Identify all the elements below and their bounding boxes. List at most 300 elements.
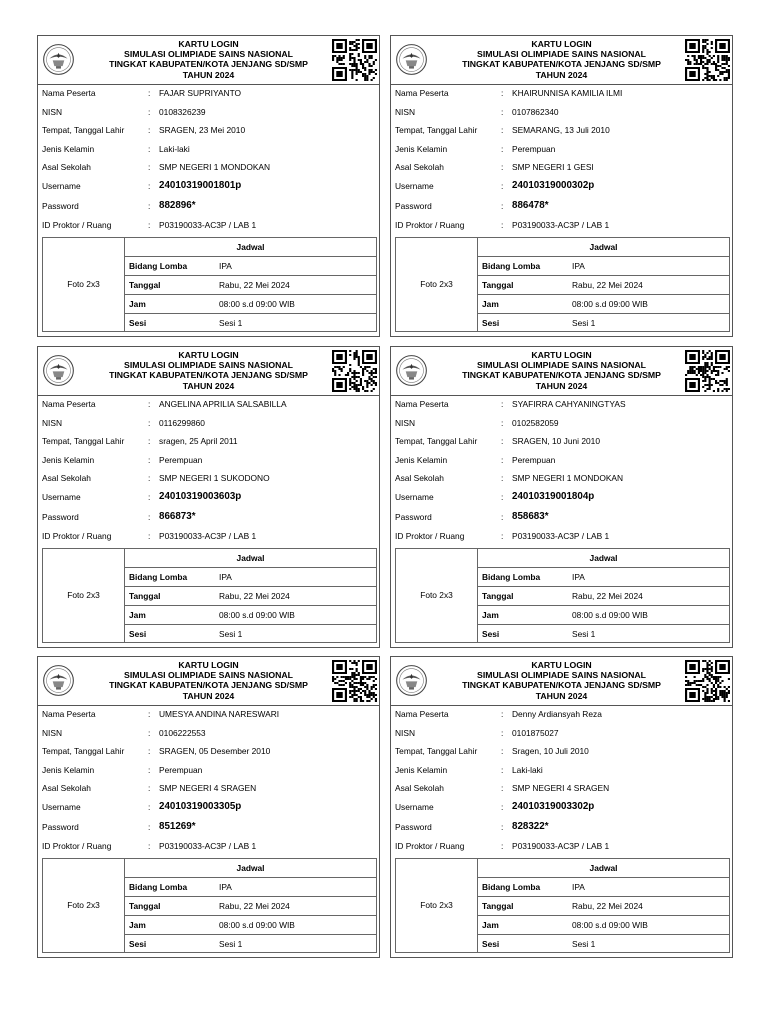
field-value: P03190033-AC3P / LAB 1 [159, 220, 257, 230]
field-separator: : [148, 106, 151, 117]
field-ttl [395, 122, 728, 138]
card-header [38, 347, 379, 396]
field-label: ID Proktor / Ruang [395, 531, 465, 541]
field-label: Password [42, 512, 79, 522]
schedule-table [125, 237, 377, 332]
field-value: P03190033-AC3P / LAB 1 [159, 841, 257, 851]
field-asal-sekolah [395, 159, 728, 175]
tut-wuri-handayani-logo-icon [395, 664, 428, 697]
field-value: Sragen, 10 Juli 2010 [512, 746, 589, 756]
card-header [391, 657, 732, 706]
schedule-value: Sesi 1 [572, 318, 596, 328]
photo-placeholder: Foto 2x3 [395, 548, 478, 643]
field-value: UMESYA ANDINA NARESWARI [159, 709, 280, 719]
field-label: Jenis Kelamin [395, 143, 448, 154]
field-value: SEMARANG, 13 Juli 2010 [512, 125, 610, 135]
title-line: SIMULASI OLIMPIADE SAINS NASIONAL [477, 360, 646, 371]
field-nama [395, 706, 728, 722]
photo-placeholder: Foto 2x3 [395, 237, 478, 332]
field-value: SMP NEGERI 4 SRAGEN [512, 783, 610, 793]
field-separator: : [501, 88, 504, 98]
field-label: Nama Peserta [395, 709, 449, 719]
card-title [435, 350, 688, 391]
field-value: 0101875027 [512, 727, 559, 738]
schedule-label: Sesi [129, 939, 147, 949]
field-label: Jenis Kelamin [42, 143, 95, 154]
schedule-value: IPA [219, 882, 232, 892]
field-label: Tempat, Tanggal Lahir [42, 436, 125, 446]
tut-wuri-handayani-logo-icon [395, 354, 428, 387]
card-title [435, 660, 688, 701]
schedule-label: Jam [482, 299, 499, 309]
field-label: Asal Sekolah [42, 162, 91, 172]
card-header [391, 347, 732, 396]
field-separator: : [148, 764, 151, 775]
schedule-header: Jadwal [478, 859, 729, 878]
field-value: 858683* [512, 511, 549, 522]
card-header [38, 36, 379, 85]
field-separator: : [148, 746, 151, 756]
photo-placeholder: Foto 2x3 [42, 548, 125, 643]
qr-code-icon [685, 660, 730, 702]
field-value: Perempuan [159, 764, 203, 775]
schedule-row [478, 276, 729, 295]
field-value: Perempuan [512, 143, 556, 154]
schedule-value: Rabu, 22 Mei 2024 [219, 901, 290, 911]
field-label: NISN [42, 417, 63, 428]
field-value: 886478* [512, 200, 549, 211]
field-password [42, 819, 375, 835]
photo-placeholder: Foto 2x3 [395, 858, 478, 953]
field-separator: : [148, 454, 151, 465]
schedule-value: Rabu, 22 Mei 2024 [572, 280, 643, 290]
tut-wuri-handayani-logo-icon [42, 354, 75, 387]
field-separator: : [501, 454, 504, 465]
field-jenis-kelamin [395, 762, 728, 778]
schedule-label: Tanggal [129, 591, 161, 601]
field-label: Nama Peserta [42, 709, 96, 719]
field-value: SRAGEN, 10 Juni 2010 [512, 436, 600, 446]
field-value: P03190033-AC3P / LAB 1 [159, 531, 257, 541]
card-title [82, 660, 335, 701]
field-separator: : [501, 162, 504, 172]
title-line: KARTU LOGIN [178, 350, 239, 360]
schedule-table [478, 237, 730, 332]
schedule-label: Jam [482, 610, 499, 620]
field-separator: : [501, 802, 504, 812]
field-label: ID Proktor / Ruang [42, 531, 112, 541]
login-card [390, 346, 733, 648]
title-line: KARTU LOGIN [531, 350, 592, 360]
field-asal-sekolah [42, 470, 375, 486]
field-value: 24010319001804p [512, 491, 595, 502]
schedule-row [125, 625, 376, 644]
field-separator: : [148, 492, 151, 502]
title-line: TAHUN 2024 [535, 69, 588, 80]
field-label: Asal Sekolah [42, 473, 91, 483]
field-separator: : [501, 783, 504, 793]
field-separator: : [501, 512, 504, 522]
field-separator: : [148, 162, 151, 172]
qr-code-icon [685, 39, 730, 81]
field-label: NISN [42, 106, 63, 117]
field-value: KHAIRUNNISA KAMILIA ILMI [512, 88, 623, 98]
field-value: P03190033-AC3P / LAB 1 [512, 531, 610, 541]
schedule-row [478, 897, 729, 916]
field-separator: : [148, 822, 151, 832]
field-label: Nama Peserta [42, 88, 96, 98]
field-asal-sekolah [42, 159, 375, 175]
card-header [38, 657, 379, 706]
schedule-row [125, 916, 376, 935]
field-label: Jenis Kelamin [395, 764, 448, 775]
field-value: 24010319003302p [512, 801, 595, 812]
schedule-value: Rabu, 22 Mei 2024 [219, 280, 290, 290]
field-label: ID Proktor / Ruang [42, 841, 112, 851]
schedule-value: IPA [572, 261, 585, 271]
field-value: Denny Ardiansyah Reza [512, 709, 602, 719]
title-line: KARTU LOGIN [531, 39, 592, 49]
field-label: Username [395, 181, 434, 191]
schedule-value: 08:00 s.d 09:00 WIB [219, 920, 295, 930]
field-value: Laki-laki [512, 764, 543, 775]
schedule-row [478, 935, 729, 954]
field-proktor [42, 838, 375, 854]
photo-placeholder: Foto 2x3 [42, 858, 125, 953]
field-label: Tempat, Tanggal Lahir [395, 436, 478, 446]
schedule-label: Tanggal [482, 280, 514, 290]
field-value: 0108326239 [159, 106, 206, 117]
field-label: Password [42, 201, 79, 211]
field-label: Asal Sekolah [395, 473, 444, 483]
schedule-label: Tanggal [482, 591, 514, 601]
schedule-row [478, 916, 729, 935]
schedule-header: Jadwal [125, 859, 376, 878]
field-nisn [42, 415, 375, 431]
schedule-row [125, 276, 376, 295]
title-line: TINGKAT KABUPATEN/KOTA JENJANG SD/SMP [462, 370, 661, 381]
field-password [42, 198, 375, 214]
field-label: Password [42, 822, 79, 832]
field-label: Password [395, 201, 432, 211]
field-jenis-kelamin [395, 141, 728, 157]
title-line: SIMULASI OLIMPIADE SAINS NASIONAL [124, 670, 293, 681]
field-ttl [42, 433, 375, 449]
title-line: TINGKAT KABUPATEN/KOTA JENJANG SD/SMP [109, 680, 308, 691]
field-value: P03190033-AC3P / LAB 1 [512, 220, 610, 230]
schedule-table [125, 548, 377, 643]
schedule-label: Sesi [482, 629, 500, 639]
field-separator: : [148, 841, 151, 851]
field-value: 866873* [159, 511, 196, 522]
title-line: SIMULASI OLIMPIADE SAINS NASIONAL [124, 360, 293, 371]
field-value: 0107862340 [512, 106, 559, 117]
field-value: 24010319001801p [159, 180, 242, 191]
title-line: TAHUN 2024 [535, 690, 588, 701]
field-separator: : [501, 492, 504, 502]
schedule-label: Jam [129, 299, 146, 309]
field-proktor [395, 217, 728, 233]
field-separator: : [501, 709, 504, 719]
field-username [395, 178, 728, 194]
login-card [37, 35, 380, 337]
field-separator: : [148, 473, 151, 483]
field-separator: : [501, 841, 504, 851]
field-separator: : [148, 783, 151, 793]
field-value: FAJAR SUPRIYANTO [159, 88, 242, 98]
title-line: SIMULASI OLIMPIADE SAINS NASIONAL [124, 49, 293, 60]
card-title [435, 39, 688, 80]
field-value: 851269* [159, 821, 196, 832]
schedule-label: Tanggal [129, 280, 161, 290]
field-nisn [42, 104, 375, 120]
schedule-row [125, 257, 376, 276]
field-proktor [395, 838, 728, 854]
field-separator: : [501, 764, 504, 775]
schedule-label: Sesi [482, 318, 500, 328]
field-username [42, 799, 375, 815]
schedule-row [125, 935, 376, 954]
qr-code-icon [685, 350, 730, 392]
field-separator: : [148, 417, 151, 428]
field-value: SMP NEGERI 4 SRAGEN [159, 783, 257, 793]
field-label: NISN [395, 727, 416, 738]
schedule-row [125, 295, 376, 314]
schedule-row [478, 295, 729, 314]
field-label: Asal Sekolah [42, 783, 91, 793]
field-separator: : [501, 399, 504, 409]
login-card [37, 656, 380, 958]
field-jenis-kelamin [42, 762, 375, 778]
field-value: 0116299860 [159, 417, 205, 428]
field-separator: : [501, 201, 504, 211]
field-asal-sekolah [395, 470, 728, 486]
title-line: KARTU LOGIN [178, 39, 239, 49]
field-separator: : [501, 181, 504, 191]
schedule-value: Sesi 1 [219, 318, 243, 328]
field-separator: : [501, 436, 504, 446]
field-value: SMP NEGERI 1 MONDOKAN [512, 473, 624, 483]
field-label: Jenis Kelamin [42, 764, 95, 775]
field-label: Asal Sekolah [395, 783, 444, 793]
field-value: SYAFIRRA CAHYANINGTYAS [512, 399, 626, 409]
field-nama [395, 85, 728, 101]
field-separator: : [148, 727, 151, 738]
field-label: ID Proktor / Ruang [395, 841, 465, 851]
field-label: Nama Peserta [395, 399, 449, 409]
title-line: TAHUN 2024 [182, 69, 235, 80]
field-proktor [42, 528, 375, 544]
field-label: Jenis Kelamin [42, 454, 95, 465]
field-separator: : [148, 88, 151, 98]
login-card [390, 656, 733, 958]
schedule-value: Rabu, 22 Mei 2024 [219, 591, 290, 601]
field-proktor [395, 528, 728, 544]
field-username [395, 799, 728, 815]
field-label: NISN [395, 106, 416, 117]
field-label: Username [42, 492, 81, 502]
schedule-row [478, 314, 729, 333]
field-value: P03190033-AC3P / LAB 1 [512, 841, 610, 851]
title-line: TINGKAT KABUPATEN/KOTA JENJANG SD/SMP [462, 680, 661, 691]
tut-wuri-handayani-logo-icon [42, 664, 75, 697]
field-nisn [395, 725, 728, 741]
field-separator: : [148, 399, 151, 409]
field-separator: : [501, 822, 504, 832]
field-value: sragen, 25 April 2011 [159, 436, 238, 446]
schedule-row [125, 878, 376, 897]
schedule-row [478, 625, 729, 644]
field-separator: : [501, 106, 504, 117]
tut-wuri-handayani-logo-icon [42, 43, 75, 76]
field-label: Nama Peserta [395, 88, 449, 98]
card-title [82, 350, 335, 391]
field-asal-sekolah [395, 780, 728, 796]
schedule-value: IPA [219, 572, 232, 582]
field-label: Username [395, 492, 434, 502]
field-label: Tempat, Tanggal Lahir [42, 746, 125, 756]
qr-code-icon [332, 39, 377, 81]
field-value: 24010319003603p [159, 491, 242, 502]
schedule-label: Bidang Lomba [129, 882, 188, 892]
field-label: NISN [395, 417, 416, 428]
qr-code-icon [332, 660, 377, 702]
title-line: TINGKAT KABUPATEN/KOTA JENJANG SD/SMP [109, 59, 308, 70]
schedule-value: IPA [572, 572, 585, 582]
schedule-header: Jadwal [125, 238, 376, 257]
field-label: NISN [42, 727, 63, 738]
schedule-value: Rabu, 22 Mei 2024 [572, 901, 643, 911]
field-value: Perempuan [512, 454, 556, 465]
schedule-row [125, 606, 376, 625]
field-username [395, 489, 728, 505]
field-separator: : [148, 125, 151, 135]
schedule-value: Sesi 1 [219, 629, 243, 639]
schedule-value: IPA [572, 882, 585, 892]
field-password [42, 509, 375, 525]
schedule-header: Jadwal [125, 549, 376, 568]
field-label: Tempat, Tanggal Lahir [42, 125, 125, 135]
field-ttl [42, 743, 375, 759]
field-nisn [42, 725, 375, 741]
title-line: TINGKAT KABUPATEN/KOTA JENJANG SD/SMP [109, 370, 308, 381]
schedule-value: 08:00 s.d 09:00 WIB [572, 610, 648, 620]
schedule-label: Sesi [129, 318, 147, 328]
field-value: SRAGEN, 05 Desember 2010 [159, 746, 271, 756]
field-value: SMP NEGERI 1 SUKODONO [159, 473, 270, 483]
field-separator: : [501, 125, 504, 135]
schedule-value: Sesi 1 [219, 939, 243, 949]
field-jenis-kelamin [42, 141, 375, 157]
title-line: SIMULASI OLIMPIADE SAINS NASIONAL [477, 670, 646, 681]
field-separator: : [148, 220, 151, 230]
field-value: 828322* [512, 821, 549, 832]
schedule-value: 08:00 s.d 09:00 WIB [219, 299, 295, 309]
schedule-row [125, 587, 376, 606]
field-label: Tempat, Tanggal Lahir [395, 746, 478, 756]
field-label: Nama Peserta [42, 399, 96, 409]
field-value: 24010319000302p [512, 180, 595, 191]
schedule-label: Jam [129, 610, 146, 620]
card-header [391, 36, 732, 85]
schedule-label: Bidang Lomba [482, 261, 541, 271]
field-separator: : [501, 220, 504, 230]
title-line: KARTU LOGIN [531, 660, 592, 670]
field-value: 24010319003305p [159, 801, 242, 812]
field-nama [42, 85, 375, 101]
card-title [82, 39, 335, 80]
field-separator: : [501, 417, 504, 428]
field-password [395, 509, 728, 525]
field-ttl [395, 433, 728, 449]
title-line: TINGKAT KABUPATEN/KOTA JENJANG SD/SMP [462, 59, 661, 70]
field-separator: : [501, 473, 504, 483]
schedule-row [125, 568, 376, 587]
field-label: Jenis Kelamin [395, 454, 448, 465]
photo-placeholder: Foto 2x3 [42, 237, 125, 332]
field-password [395, 198, 728, 214]
schedule-header: Jadwal [478, 238, 729, 257]
field-separator: : [148, 531, 151, 541]
schedule-label: Bidang Lomba [129, 261, 188, 271]
schedule-value: Sesi 1 [572, 629, 596, 639]
schedule-table [478, 858, 730, 953]
field-separator: : [148, 802, 151, 812]
field-label: Password [395, 512, 432, 522]
schedule-label: Bidang Lomba [482, 572, 541, 582]
schedule-value: IPA [219, 261, 232, 271]
field-proktor [42, 217, 375, 233]
field-value: 0106222553 [159, 727, 206, 738]
schedule-label: Sesi [482, 939, 500, 949]
schedule-value: 08:00 s.d 09:00 WIB [572, 920, 648, 930]
schedule-row [478, 878, 729, 897]
schedule-value: Rabu, 22 Mei 2024 [572, 591, 643, 601]
field-separator: : [148, 143, 151, 154]
field-label: ID Proktor / Ruang [42, 220, 112, 230]
field-separator: : [148, 436, 151, 446]
field-ttl [395, 743, 728, 759]
field-label: Username [395, 802, 434, 812]
schedule-value: 08:00 s.d 09:00 WIB [572, 299, 648, 309]
schedule-value: 08:00 s.d 09:00 WIB [219, 610, 295, 620]
title-line: TAHUN 2024 [535, 380, 588, 391]
field-label: Asal Sekolah [395, 162, 444, 172]
field-value: SMP NEGERI 1 GESI [512, 162, 594, 172]
qr-code-icon [332, 350, 377, 392]
schedule-value: Sesi 1 [572, 939, 596, 949]
field-nisn [395, 415, 728, 431]
field-jenis-kelamin [42, 452, 375, 468]
field-ttl [42, 122, 375, 138]
field-value: 0102582059 [512, 417, 559, 428]
field-label: Password [395, 822, 432, 832]
field-label: Tempat, Tanggal Lahir [395, 125, 478, 135]
schedule-label: Jam [129, 920, 146, 930]
field-value: ANGELINA APRILIA SALSABILLA [159, 399, 287, 409]
field-separator: : [148, 512, 151, 522]
title-line: SIMULASI OLIMPIADE SAINS NASIONAL [477, 49, 646, 60]
field-label: Username [42, 181, 81, 191]
schedule-table [125, 858, 377, 953]
field-value: SRAGEN, 23 Mei 2010 [159, 125, 246, 135]
field-password [395, 819, 728, 835]
schedule-label: Tanggal [129, 901, 161, 911]
field-value: 882896* [159, 200, 196, 211]
field-separator: : [501, 746, 504, 756]
login-card [37, 346, 380, 648]
schedule-row [478, 568, 729, 587]
